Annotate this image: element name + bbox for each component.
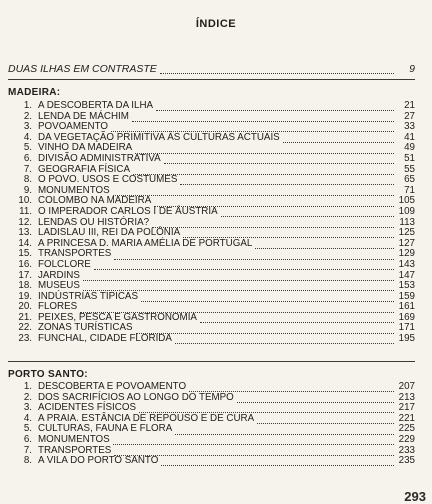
entry-title: LENDAS OU HISTÓRIA? xyxy=(38,216,150,228)
entry-number: 16. xyxy=(18,258,32,270)
entry-title: A VILA DO PORTO SANTO xyxy=(38,455,159,467)
entry-title: GEOGRAFIA FÍSICA xyxy=(38,163,130,175)
entry-title: PEIXES, PESCA E GASTRONOMIA xyxy=(38,311,197,323)
entry-page-number: 105 xyxy=(398,195,415,207)
entry-number: 8. xyxy=(23,174,32,186)
dot-leader xyxy=(283,135,394,143)
divider-rule xyxy=(8,79,415,80)
entry-page-number: 127 xyxy=(398,237,415,249)
entry-number: 1. xyxy=(23,100,32,111)
dot-leader xyxy=(139,405,394,413)
entry-number: 14. xyxy=(18,237,32,249)
entry-page-number: 153 xyxy=(398,280,415,292)
toc-entry xyxy=(8,154,415,165)
entry-number: 15. xyxy=(18,248,32,260)
entry-title: ZONAS TURÍSTICAS xyxy=(38,322,133,334)
entry-page-number: 213 xyxy=(398,391,415,403)
toc-entry xyxy=(8,435,415,446)
entry-number: 2. xyxy=(23,110,32,122)
entry-title: CULTURAS, FAUNA E FLORA xyxy=(38,423,173,435)
dot-leader xyxy=(132,114,394,122)
dot-leader xyxy=(237,395,394,403)
dot-leader xyxy=(141,294,394,302)
entry-number: 2. xyxy=(23,391,32,403)
dot-leader xyxy=(154,199,394,207)
entry-number: 18. xyxy=(18,280,32,292)
entry-title: TRANSPORTES xyxy=(38,444,112,456)
intro-label: DUAS ILHAS EM CONTRASTE xyxy=(8,63,157,75)
dot-leader xyxy=(255,241,394,249)
dot-leader xyxy=(152,220,394,228)
entry-number: 17. xyxy=(18,269,32,281)
entry-title: JARDINS xyxy=(38,269,80,281)
entry-page-number: 113 xyxy=(399,216,415,228)
dot-leader xyxy=(135,146,394,154)
entry-title: A PRAIA. ESTÂNCIA DE REPOUSO E DE CURA xyxy=(38,412,255,424)
intro-entry xyxy=(8,63,415,75)
entry-number: 13. xyxy=(18,227,32,239)
entry-number: 10. xyxy=(18,195,32,207)
dot-leader xyxy=(133,167,394,175)
dot-leader xyxy=(160,66,394,74)
dot-leader xyxy=(257,416,394,424)
entry-page-number: 51 xyxy=(404,152,415,164)
dot-leader xyxy=(175,427,394,435)
entry-number: 6. xyxy=(23,433,32,445)
dot-leader xyxy=(80,305,394,313)
entry-number: 5. xyxy=(23,423,32,435)
divider-rule xyxy=(8,361,415,362)
dot-leader xyxy=(94,262,394,270)
entry-number: 7. xyxy=(23,444,32,456)
dot-leader xyxy=(221,209,394,217)
entry-title: FLORES xyxy=(38,301,78,313)
entry-page-number: 109 xyxy=(398,205,415,217)
entry-number: 3. xyxy=(23,121,32,133)
entry-number: 1. xyxy=(23,381,32,392)
dot-leader xyxy=(156,103,394,111)
entry-number: 11. xyxy=(19,205,32,217)
section-list-madeira xyxy=(8,101,415,345)
dot-leader xyxy=(180,177,394,185)
entry-page-number: 21 xyxy=(404,100,415,111)
page-number: 293 xyxy=(404,489,426,504)
entry-number: 7. xyxy=(23,163,32,175)
entry-title: MUSEUS xyxy=(38,280,80,292)
entry-number: 5. xyxy=(23,142,32,154)
dot-leader xyxy=(175,336,394,344)
entry-title: MONUMENTOS xyxy=(38,184,110,196)
entry-title: VINHO DA MADEIRA xyxy=(38,142,133,154)
entry-page-number: 71 xyxy=(404,184,415,196)
entry-page-number: 207 xyxy=(398,381,415,392)
entry-page-number: 27 xyxy=(404,110,415,122)
entry-title: DESCOBERTA E POVOAMENTO xyxy=(38,381,187,392)
entry-number: 4. xyxy=(23,131,32,143)
entry-page-number: 161 xyxy=(398,301,415,313)
entry-number: 6. xyxy=(23,152,32,164)
toc-entry xyxy=(8,334,415,345)
entry-page-number: 225 xyxy=(398,423,415,435)
entry-page-number: 147 xyxy=(398,269,415,281)
entry-title: FOLCLORE xyxy=(38,258,91,270)
entry-page-number: 125 xyxy=(398,227,415,239)
intro-page-number: 9 xyxy=(409,63,415,75)
entry-number: 20. xyxy=(18,301,32,313)
dot-leader xyxy=(113,437,394,445)
entry-title: DOS SACRIFÍCIOS AO LONGO DO TEMPO xyxy=(38,391,234,403)
dot-leader xyxy=(200,315,394,323)
entry-title: A PRINCESA D. MARIA AMÉLIA DE PORTUGAL xyxy=(38,237,253,249)
entry-page-number: 235 xyxy=(398,455,415,467)
entry-page-number: 33 xyxy=(404,121,415,133)
entry-number: 21. xyxy=(18,311,32,323)
dot-leader xyxy=(164,156,394,164)
entry-page-number: 171 xyxy=(398,322,415,334)
entry-page-number: 129 xyxy=(398,248,415,260)
entry-number: 19. xyxy=(18,290,32,302)
section-title-porto-santo: PORTO SANTO: xyxy=(8,369,88,380)
toc-entry xyxy=(8,382,415,393)
entry-title: ACIDENTES FÍSICOS xyxy=(38,402,136,414)
dot-leader xyxy=(114,448,394,456)
toc-entry xyxy=(8,207,415,218)
toc-entry xyxy=(8,101,415,112)
dot-leader xyxy=(136,326,394,334)
page-title: ÍNDICE xyxy=(195,18,237,30)
entry-page-number: 169 xyxy=(398,311,415,323)
entry-page-number: 195 xyxy=(398,333,415,345)
entry-title: FUNCHAL, CIDADE FLORIDA xyxy=(38,333,172,345)
entry-page-number: 229 xyxy=(398,433,415,445)
entry-number: 3. xyxy=(23,402,32,414)
dot-leader xyxy=(83,273,394,281)
dot-leader xyxy=(183,230,394,238)
entry-title: POVOAMENTO xyxy=(38,121,109,133)
entry-title: INDÚSTRIAS TÍPICAS xyxy=(38,290,138,302)
entry-page-number: 55 xyxy=(404,163,415,175)
entry-number: 22. xyxy=(18,322,32,334)
dot-leader xyxy=(83,283,394,291)
entry-title: O POVO. USOS E COSTUMES xyxy=(38,174,178,186)
entry-page-number: 65 xyxy=(404,174,415,186)
section-list-porto-santo xyxy=(8,382,415,467)
entry-number: 23. xyxy=(18,333,32,345)
entry-page-number: 233 xyxy=(398,444,415,456)
entry-title: O IMPERADOR CARLOS I DE ÁUSTRIA xyxy=(38,205,218,217)
dot-leader xyxy=(111,124,394,132)
dot-leader xyxy=(113,188,394,196)
toc-entry xyxy=(8,456,415,467)
entry-number: 8. xyxy=(23,455,32,467)
entry-page-number: 217 xyxy=(398,402,415,414)
entry-number: 12. xyxy=(18,216,32,228)
entry-number: 4. xyxy=(23,412,32,424)
section-title-madeira: MADEIRA: xyxy=(8,87,61,98)
entry-page-number: 221 xyxy=(398,412,415,424)
entry-page-number: 159 xyxy=(398,290,415,302)
dot-leader xyxy=(189,384,394,392)
entry-page-number: 49 xyxy=(404,142,415,154)
entry-page-number: 41 xyxy=(404,131,415,143)
entry-title: TRANSPORTES xyxy=(38,248,112,260)
toc-entry xyxy=(8,260,415,271)
entry-title: DIVISÃO ADMINISTRATIVA xyxy=(38,152,161,164)
entry-title: LADISLAU III, REI DA POLÓNIA xyxy=(38,227,181,239)
entry-number: 9. xyxy=(23,184,32,196)
entry-title: MONUMENTOS xyxy=(38,433,110,445)
dot-leader xyxy=(114,252,394,260)
entry-title: DA VEGETAÇÃO PRIMITIVA ÀS CULTURAS ACTUAIS xyxy=(38,131,280,143)
entry-title: LENDA DE MÁCHIM xyxy=(38,110,129,122)
entry-page-number: 143 xyxy=(398,258,415,270)
dot-leader xyxy=(161,458,394,466)
entry-title: A DESCOBERTA DA ILHA xyxy=(38,100,154,111)
entry-title: COLOMBO NA MADEIRA xyxy=(38,195,152,207)
